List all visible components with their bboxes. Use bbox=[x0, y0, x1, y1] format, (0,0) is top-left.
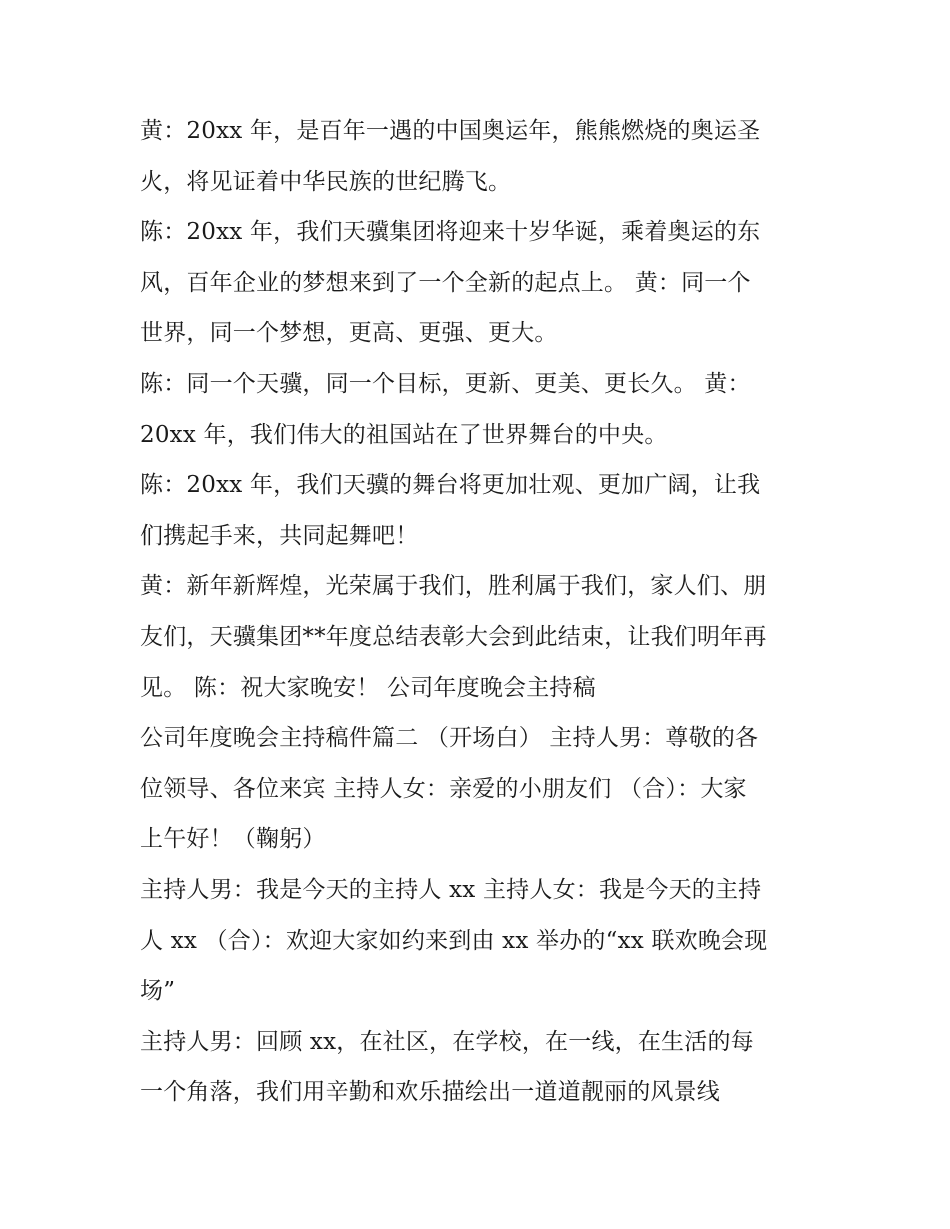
text-line: 主持人男：我是今天的主持人 xx 主持人女：我是今天的主持 bbox=[140, 876, 762, 903]
text-line: 陈：20xx 年，我们天骥集团将迎来十岁华诞，乘着奥运的东 bbox=[140, 219, 761, 246]
text-line: 们携起手来，共同起舞吧！ bbox=[140, 522, 419, 549]
text-line: 黄：20xx 年，是百年一遇的中国奥运年，熊熊燃烧的奥运圣 bbox=[140, 118, 761, 144]
text-line: 人 xx （合）：欢迎大家如约来到由 xx 举办的“xx 联欢晚会现 bbox=[140, 927, 768, 954]
text-line: 主持人男：回顾 xx，在社区，在学校，在一线，在生活的每 bbox=[140, 1028, 754, 1055]
text-line: 上午好！（鞠躬） bbox=[140, 826, 326, 853]
text-line: 火，将见证着中华民族的世纪腾飞。 bbox=[140, 168, 512, 195]
document-body bbox=[140, 106, 820, 1118]
text-line: 黄：新年新辉煌，光荣属于我们，胜利属于我们，家人们、朋 bbox=[140, 573, 767, 600]
text-line: 陈：同一个天骥，同一个目标，更新、更美、更长久。 黄： bbox=[140, 370, 751, 397]
text-line: 公司年度晚会主持稿件篇二 （开场白） 主持人男：尊敬的各 bbox=[140, 725, 759, 752]
text-line: 陈：20xx 年，我们天骥的舞台将更加壮观、更加广阔，让我 bbox=[140, 472, 761, 499]
text-line: 风，百年企业的梦想来到了一个全新的起点上。 黄：同一个 bbox=[140, 269, 751, 296]
text-line: 见。 陈：祝大家晚安！ 公司年度晚会主持稿 bbox=[140, 674, 596, 701]
text-line: 友们，天骥集团**年度总结表彰大会到此结束，让我们明年再 bbox=[140, 623, 767, 650]
text-line: 位领导、各位来宾 主持人女：亲爱的小朋友们 （合）：大家 bbox=[140, 775, 747, 802]
text-line: 20xx 年，我们伟大的祖国站在了世界舞台的中央。 bbox=[140, 421, 668, 448]
text-line: 世界，同一个梦想，更高、更强、更大。 bbox=[140, 320, 558, 347]
text-line: 场” bbox=[140, 978, 176, 1005]
text-line: 一个角落，我们用辛勤和欢乐描绘出一道道靓丽的风景线 bbox=[140, 1079, 720, 1106]
